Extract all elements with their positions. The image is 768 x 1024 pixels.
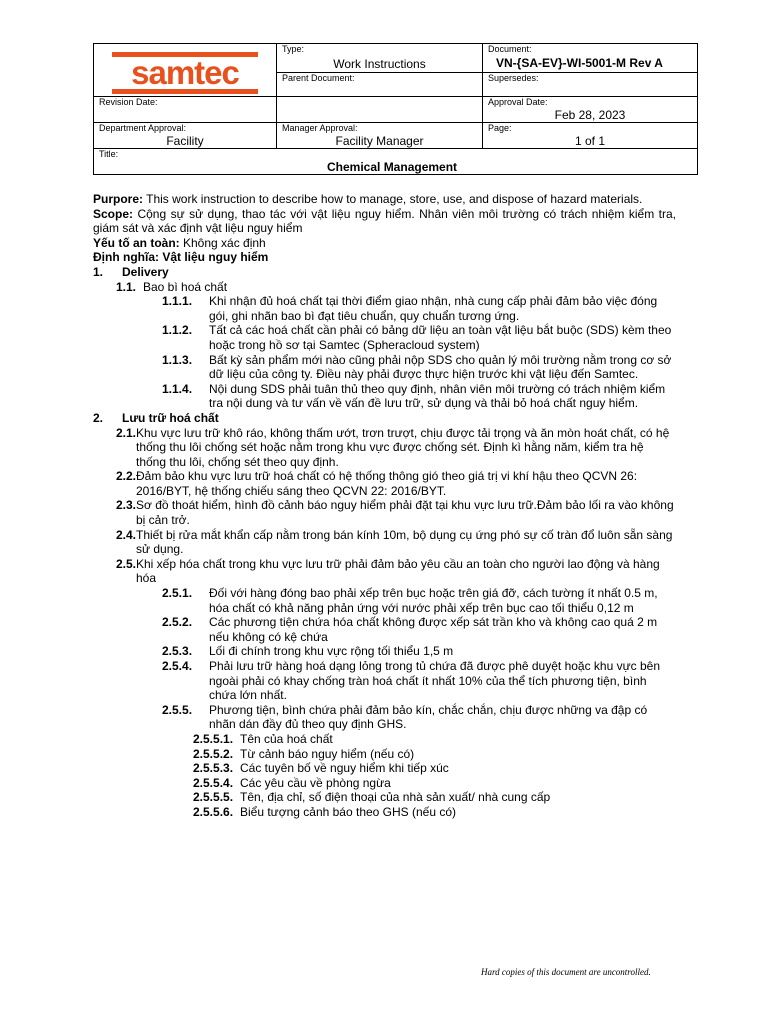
safety-text: Không xác định: [179, 235, 266, 250]
manager-approval-label: Manager Approval:: [282, 123, 358, 133]
item-text: Biểu tượng cảnh báo theo GHS (nếu có): [240, 804, 457, 819]
item-number: 2.5.5.6.: [193, 804, 234, 819]
list-item-2-3: [116, 498, 676, 527]
safety-paragraph: [93, 236, 676, 251]
list-item-1-1-4: [162, 382, 676, 411]
item-number: 2.5.4.: [162, 659, 193, 673]
parent-document-label: Parent Document:: [282, 73, 355, 83]
approval-date-cell: [483, 97, 698, 123]
purpose-paragraph: [93, 192, 676, 207]
type-value: Work Instructions: [333, 57, 426, 71]
list-item-2-5-1: [162, 586, 676, 615]
logo-cell: [94, 44, 277, 97]
type-cell: [277, 44, 483, 73]
item-text: Bất kỳ sản phẩm mới nào cũng phải nộp SDS cho quản lý môi trường nằm trong cơ sở dữ liệu của công ty. Điều này phải được thực hiện trước khi vật liệu đến Samtec.: [209, 352, 672, 382]
title-label: Title:: [99, 149, 119, 159]
page-label: Page:: [488, 123, 512, 133]
list-item-2-5-5-3: [193, 761, 676, 776]
item-number: 2.5.5.: [162, 702, 193, 717]
section-number: 1.: [93, 264, 104, 279]
item-text: Khi nhận đủ hoá chất tại thời điểm giao nhận, nhà cung cấp phải đảm bảo việc đóng gói, ghi nhãn bao bì đạt tiêu chuẩn, quy chuẩn tương ứng.: [209, 294, 658, 323]
type-label: Type:: [282, 44, 305, 54]
page-value: 1 of 1: [574, 134, 606, 148]
item-text: Tên của hoá chất: [240, 731, 333, 746]
list-item-2-5-5-6: [193, 805, 676, 820]
list-item-1-1-2: [162, 323, 676, 352]
scope-paragraph: [93, 207, 676, 236]
revision-date-label: Revision Date:: [99, 97, 158, 107]
item-number: 2.5.5.4.: [193, 775, 234, 790]
document-title: Chemical Management: [327, 160, 458, 174]
item-number: 2.4.: [116, 527, 137, 542]
item-text: Các yêu cầu về phòng ngừa: [240, 775, 391, 790]
item-text: Tên, địa chỉ, số điện thoại của nhà sản xuất/ nhà cung cấp: [240, 790, 551, 805]
list-item-2-4: [116, 528, 676, 557]
item-text: Bao bì hoá chất: [143, 279, 228, 294]
revision-date-cell: [94, 97, 277, 123]
document-body: [93, 192, 676, 820]
safety-label: Yếu tố an toàn:: [93, 235, 180, 250]
definition-line: Định nghĩa: Vật liệu nguy hiểm: [93, 250, 269, 265]
approval-date-label: Approval Date:: [488, 97, 548, 107]
department-approval-value: Facility: [166, 134, 204, 148]
list-item-1-1-3: [162, 353, 676, 382]
approval-date-value: Feb 28, 2023: [554, 108, 626, 122]
section-title: Delivery: [122, 264, 169, 279]
item-text: Phải lưu trữ hàng hoá dạng lỏng trong tủ chứa đã được phê duyệt hoặc khu vực bên ngoài phải có khay chống tràn hoá chất ít nhất 10% của thể tích phương tiện, bình chứa lớn nhất.: [209, 659, 660, 703]
document-number: VN-{SA-EV}-WI-5001-M Rev A: [496, 56, 663, 70]
item-number: 2.5.5.2.: [193, 746, 234, 761]
list-item-2-5-4: [162, 659, 676, 703]
section-number: 2.: [93, 410, 104, 425]
item-number: 2.5.1.: [162, 586, 193, 601]
scope-text: Cộng sự sử dụng, thao tác với vật liệu nguy hiểm. Nhân viên môi trường có trách nhiệm kiểm tra, giám sát và xác định vật liệu nguy hiểm: [93, 206, 676, 236]
section-2-heading: [93, 411, 676, 426]
purpose-label: Purpore:: [93, 192, 144, 206]
page-cell: [483, 123, 698, 149]
item-text: Khu vực lưu trữ khô ráo, không thấm ướt, trơn trượt, chịu được tải trọng và ăn mòn hoát chất, có hệ thống thu lôi chống sét hoặc nằm trong khu vực được chống sét. Định kì hằng năm, kiểm tra hệ thống thu lôi, chống sét theo quy định.: [136, 425, 670, 469]
title-cell: [94, 149, 698, 175]
logo-wordmark: samtec: [131, 54, 239, 91]
list-item-2-5-5: [162, 703, 676, 732]
item-text: Các phương tiện chứa hóa chất không được xếp sát trần kho và không cao quá 2 m nếu không có kệ chứa: [209, 615, 658, 644]
department-approval-cell: [94, 123, 277, 149]
document-header-table: [93, 43, 698, 175]
list-item-2-2: [116, 469, 676, 498]
item-number: 1.1.: [116, 279, 137, 294]
list-item-2-5-2: [162, 615, 676, 644]
item-text: Đối với hàng đóng bao phải xếp trên bục hoặc trên giá đỡ, cách tường ít nhất 0.5 m, hóa chất có khả năng phản ứng với nước phải xếp trên bục cao tối thiểu 0,12 m: [209, 586, 658, 615]
item-number: 1.1.1.: [162, 294, 193, 309]
scope-label: Scope:: [93, 206, 134, 221]
item-number: 2.1.: [116, 425, 137, 440]
item-text: Nội dung SDS phải tuân thủ theo quy định, nhân viên môi trường có trách nhiệm kiểm tra nội dung và tư vấn về vấn đề lưu trữ, sử dụng và thải bỏ hoá chất nguy hiểm.: [209, 381, 666, 411]
supersedes-cell: [483, 73, 698, 97]
item-number: 2.5.5.3.: [193, 761, 234, 776]
item-text: Phương tiện, bình chứa phải đảm bảo kín, chắc chắn, chịu được những va đập có nhãn dán đầy đủ theo quy định GHS.: [209, 702, 648, 732]
list-item-2-5: [116, 557, 676, 586]
item-text: Từ cảnh báo nguy hiểm (nếu có): [240, 746, 415, 761]
list-item-2-1: [116, 426, 676, 470]
list-item-2-5-5-1: [193, 732, 676, 747]
parent-document-cell: [277, 73, 483, 97]
item-number: 2.5.5.5.: [193, 790, 234, 805]
item-number: 1.1.2.: [162, 323, 193, 338]
item-text: Lối đi chính trong khu vực rộng tối thiểu 1,5 m: [209, 644, 454, 659]
item-number: 1.1.3.: [162, 352, 193, 367]
section-title: Lưu trữ hoá chất: [122, 410, 219, 425]
item-text: Thiết bị rửa mắt khẩn cấp nằm trong bán kính 10m, bộ dụng cụ ứng phó sự cố tràn đổ luôn sẵn sàng sử dụng.: [136, 527, 673, 557]
item-number: 2.3.: [116, 498, 137, 513]
item-number: 2.5.2.: [162, 615, 193, 630]
item-text: Các tuyên bố về nguy hiểm khi tiếp xúc: [240, 761, 449, 776]
uncontrolled-copy-notice: Hard copies of this document are uncontrolled.: [481, 967, 651, 977]
list-item-2-5-5-2: [193, 747, 676, 762]
manager-approval-cell: [277, 123, 483, 149]
revision-blank-cell: [277, 97, 483, 123]
item-number: 1.1.4.: [162, 381, 193, 396]
list-item-1-1: [116, 280, 676, 295]
samtec-logo: [104, 50, 266, 96]
supersedes-label: Supersedes:: [488, 73, 539, 83]
purpose-text: This work instruction to describe how to manage, store, use, and dispose of hazard materials.: [143, 192, 643, 206]
list-item-2-5-5-5: [193, 790, 676, 805]
item-number: 2.5.5.1.: [193, 731, 234, 746]
manager-approval-value: Facility Manager: [335, 134, 424, 148]
list-item-2-5-3: [162, 644, 676, 659]
department-approval-label: Department Approval:: [99, 123, 187, 133]
item-number: 2.5.: [116, 556, 137, 571]
list-item-1-1-1: [162, 294, 676, 323]
list-item-2-5-5-4: [193, 776, 676, 791]
document-cell: [483, 44, 698, 73]
section-1-heading: [93, 265, 676, 280]
item-text: Sơ đồ thoát hiểm, hình đồ cảnh báo nguy hiểm phải đặt tại khu vực lưu trữ.Đảm bảo lối ra vào không bị cản trở.: [136, 498, 674, 528]
item-number: 2.5.3.: [162, 644, 193, 659]
item-text: Đảm bảo khu vực lưu trữ hoá chất có hệ thống thông gió theo giá trị vi khí hậu theo QCVN 26: 2016/BYT, hệ thống chiếu sáng theo QCVN 22: 2016/BYT.: [136, 469, 638, 498]
item-number: 2.2.: [116, 469, 137, 484]
item-text: Khi xếp hóa chất trong khu vực lưu trữ phải đảm bảo yêu cầu an toàn cho người lao động và hàng hóa: [136, 556, 660, 586]
item-text: Tất cả các hoá chất cần phải có bảng dữ liệu an toàn vật liệu bắt buộc (SDS) kèm theo hoặc trong hồ sơ tại Samtec (Spheracloud system): [209, 323, 672, 352]
document-label: Document:: [488, 44, 532, 54]
